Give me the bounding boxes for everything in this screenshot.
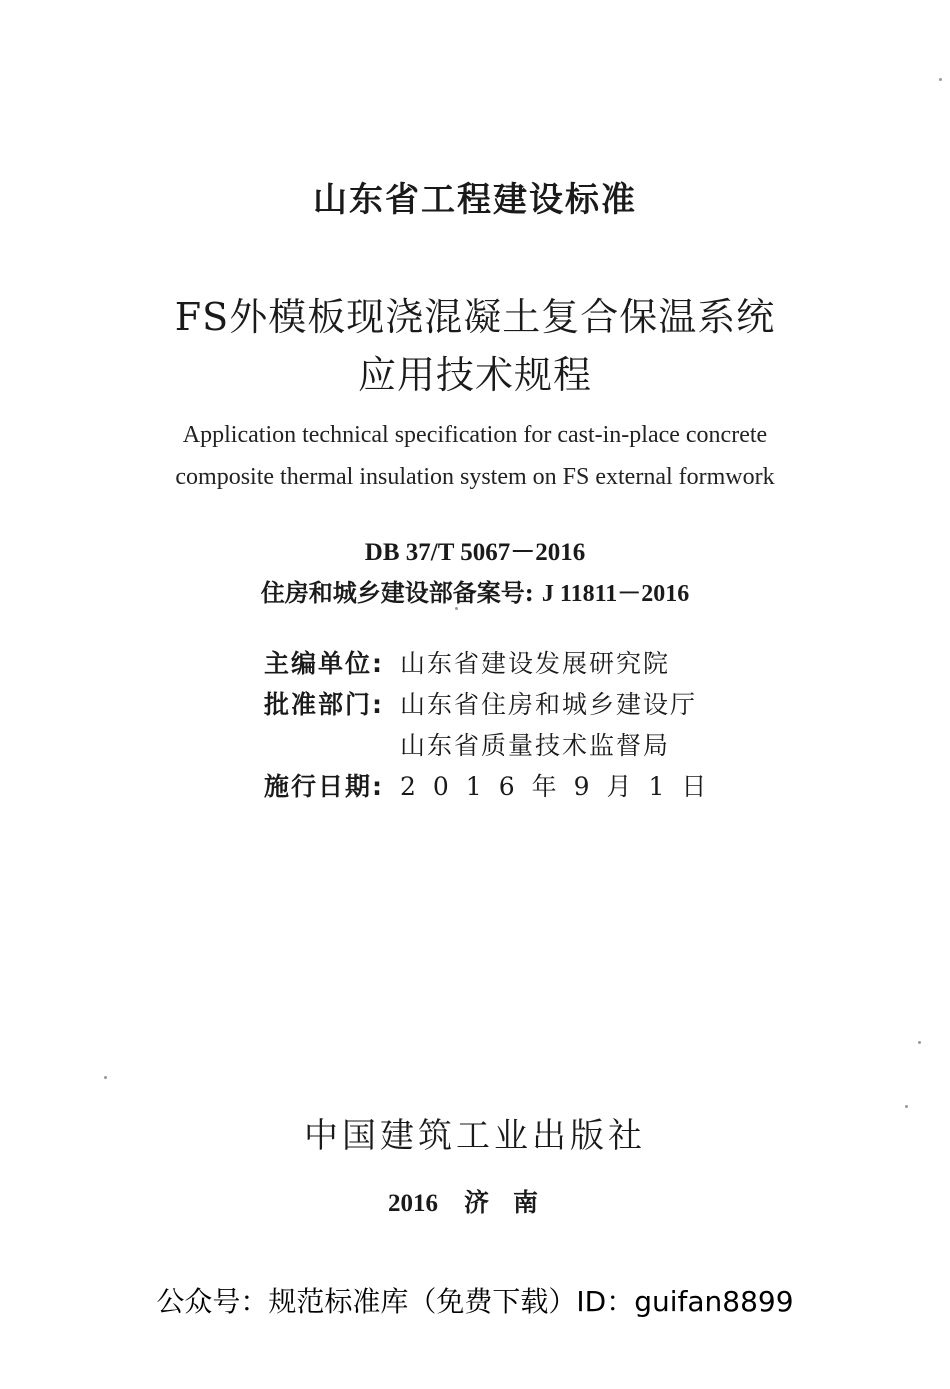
effective-date-row xyxy=(264,767,723,803)
record-number-label: 住房和城乡建设部备案号: xyxy=(260,578,534,607)
scan-speck xyxy=(905,1105,908,1108)
english-title-line-1: Application technical specification for cast-in-place concrete xyxy=(182,422,768,448)
chief-editor-label: 主编单位: xyxy=(264,649,384,678)
effective-date-label: 施行日期: xyxy=(264,772,384,801)
publication-city: 济南 xyxy=(463,1188,562,1217)
approver-label: 批准部门: xyxy=(264,690,384,719)
scan-speck xyxy=(939,78,942,81)
scan-speck xyxy=(104,1076,107,1079)
publisher-name: 中国建筑工业出版社 xyxy=(304,1116,646,1156)
title-line-2: 应用技术规程 xyxy=(357,353,592,397)
chief-editor-value: 山东省建设发展研究院 xyxy=(400,649,671,678)
record-number-value: J 11811－2016 xyxy=(541,581,690,607)
standard-category: 山东省工程建设标准 xyxy=(313,180,637,220)
record-number-line xyxy=(0,573,950,608)
standard-number: DB 37/T 5067－2016 xyxy=(364,539,586,566)
title-line-1: FS外模板现浇混凝土复合保温系统 xyxy=(174,295,776,339)
scan-speck xyxy=(918,1041,921,1044)
footer-note: 公众号：规范标准库（免费下载）ID：guifan8899 xyxy=(156,1285,794,1318)
chief-editor-row xyxy=(264,644,670,680)
approver-value-2: 山东省质量技术监督局 xyxy=(400,731,671,760)
publication-year: 2016 xyxy=(387,1190,438,1217)
english-title-line-2: composite thermal insulation system on FS external formwork xyxy=(175,464,775,490)
effective-date-value: 2016年9月1日 xyxy=(400,772,724,801)
approver-row xyxy=(264,685,697,721)
publication-year-place xyxy=(0,1183,950,1219)
approver-value-1: 山东省住房和城乡建设厅 xyxy=(400,690,698,719)
scan-speck xyxy=(455,607,458,610)
